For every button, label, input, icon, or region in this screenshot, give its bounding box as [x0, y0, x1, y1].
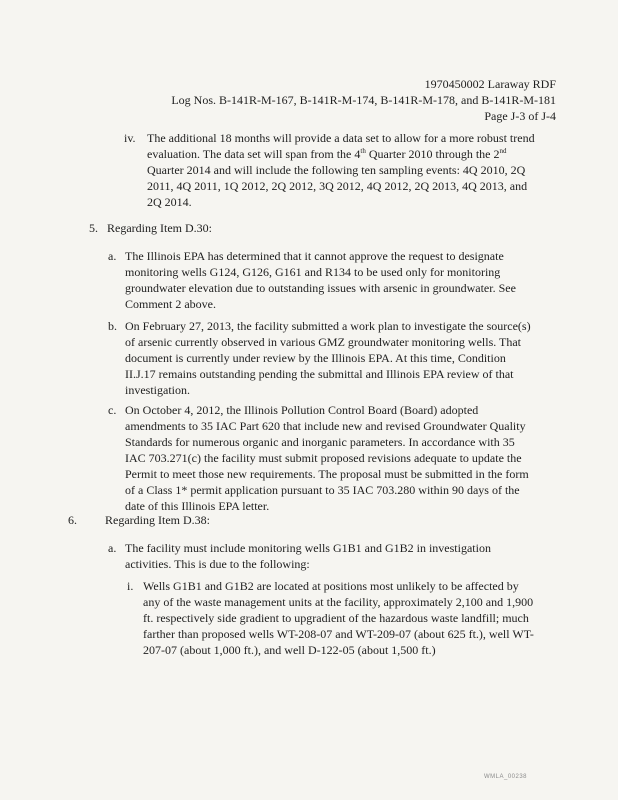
item-6a-line: The facility must include monitoring wells G1B1 and G1B2 in investigation [125, 541, 491, 555]
item-5b-line: On February 27, 2013, the facility submitted a work plan to investigate the source(s) [125, 319, 531, 333]
item-5c-line: of a Class 1* permit application pursuant to 35 IAC 703.280 within 90 days of the [125, 483, 520, 497]
item-5c-line: On October 4, 2012, the Illinois Pollution Control Board (Board) adopted [125, 403, 479, 417]
item-6ai-marker: i. [127, 579, 134, 593]
item-iv-line: The additional 18 months will provide a data set to allow for a more robust trend [147, 131, 535, 145]
item-5b-line: document is currently under review by the Illinois EPA. At this time, Condition [125, 351, 506, 365]
page-header [171, 76, 556, 124]
item-5c-line: Permit to meet those new requirements. The proposal must be submitted in the form [125, 467, 529, 481]
item-5-marker: 5. [89, 221, 98, 235]
header-log-numbers: Log Nos. B-141R-M-167, B-141R-M-174, B-141R-M-178, and B-141R-M-181 [171, 93, 556, 107]
item-5a-marker: a. [108, 249, 117, 263]
item-5c-line: amendments to 35 IAC Part 620 that include new and revised Groundwater Quality [125, 419, 526, 433]
item-iv-line: Quarter 2014 and will include the following ten sampling events: 4Q 2010, 2Q [147, 163, 526, 177]
header-facility-id: 1970450002 Laraway RDF [424, 77, 556, 91]
item-5b-marker: b. [108, 319, 117, 333]
item-iv-marker: iv. [124, 131, 136, 145]
item-6ai-line: 207-07 (about 1,000 ft.), and well D-122-05 (about 1,500 ft.) [143, 643, 436, 657]
item-iv-line: evaluation. The data set will span from the 4th Quarter 2010 through the 2nd [147, 147, 507, 161]
item-5a-line: groundwater elevation due to outstanding issues with arsenic in groundwater. See [125, 281, 516, 295]
item-5b-line: of arsenic currently observed in various GMZ groundwater monitoring wells. That [125, 335, 522, 349]
item-6ai-line: ft. respectively side gradient to upgradient of the hazardous waste landfill; much [143, 611, 529, 625]
item-6ai-line: farther than proposed wells WT-208-07 and WT-209-07 (about 625 ft.), well WT- [143, 627, 534, 641]
item-6-title: Regarding Item D.38: [105, 513, 210, 527]
item-6ai-line: any of the waste management units at the facility, approximately 2,100 and 1,900 [143, 595, 534, 609]
item-5c-line: IAC 703.271(c) the facility must submit proposed revisions adequate to update the [125, 451, 522, 465]
item-5c-line: date of this Illinois EPA letter. [125, 499, 270, 513]
item-6a-marker: a. [108, 541, 117, 555]
item-5a-line: Comment 2 above. [125, 297, 216, 311]
item-5-title: Regarding Item D.30: [107, 221, 212, 235]
item-5b-line: investigation. [125, 383, 190, 397]
item-5a-line: The Illinois EPA has determined that it cannot approve the request to designate [125, 249, 504, 263]
header-page-number: Page J-3 of J-4 [484, 109, 556, 123]
item-6ai-line: Wells G1B1 and G1B2 are located at positions most unlikely to be affected by [143, 579, 519, 593]
item-6-marker: 6. [68, 513, 77, 527]
item-6a-line: activities. This is due to the following: [125, 557, 310, 571]
item-5c-line: Standards for numerous organic and inorganic parameters. In accordance with 35 [125, 435, 515, 449]
item-5c-marker: c. [108, 403, 117, 417]
item-5b-line: II.J.17 remains outstanding pending the submittal and Illinois EPA review of that [125, 367, 514, 381]
bates-stamp: WMLA_00238 [484, 774, 528, 780]
item-iv-line: 2Q 2014. [147, 195, 192, 209]
item-5a-line: monitoring wells G124, G126, G161 and R134 to be used only for monitoring [125, 265, 501, 279]
item-iv-line: 2011, 4Q 2011, 1Q 2012, 2Q 2012, 3Q 2012, 4Q 2012, 2Q 2013, 4Q 2013, and [147, 179, 528, 193]
